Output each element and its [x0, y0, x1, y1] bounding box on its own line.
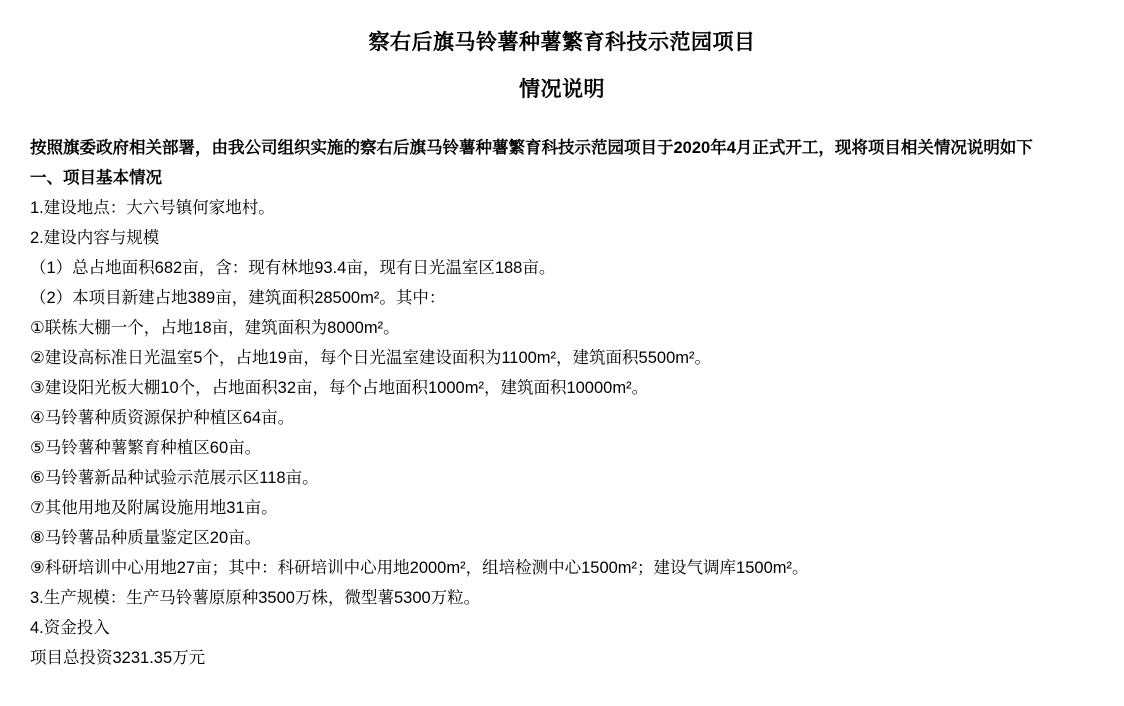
paragraph-item: （1）总占地面积682亩，含：现有林地93.4亩，现有日光温室区188亩。	[30, 259, 556, 277]
paragraph-item: ⑨科研培训中心用地27亩；其中：科研培训中心用地2000m²，组培检测中心1500m²；建设气调库1500m²。	[30, 559, 809, 577]
paragraph-item: ③建设阳光板大棚10个，占地面积32亩，每个占地面积1000m²，建筑面积10000m²。	[30, 379, 649, 397]
paragraph-item: ⑤马铃薯种薯繁育种植区60亩。	[30, 439, 262, 457]
document-body	[30, 103, 1094, 673]
paragraph-item: 1.建设地点：大六号镇何家地村。	[30, 199, 275, 217]
section-heading: 一、项目基本情况	[30, 169, 162, 187]
paragraph-item: ⑦其他用地及附属设施用地31亩。	[30, 499, 278, 517]
paragraph-item: ②建设高标准日光温室5个，占地19亩，每个日光温室建设面积为1100m²，建筑面积5500m²。	[30, 349, 711, 367]
paragraph-item: 项目总投资3231.35万元	[30, 649, 206, 667]
lead-paragraph: 按照旗委政府相关部署，由我公司组织实施的察右后旗马铃薯种薯繁育科技示范园项目于2020年4月正式开工，现将项目相关情况说明如下	[30, 139, 1033, 157]
paragraph-item: 3.生产规模：生产马铃薯原原种3500万株，微型薯5300万粒。	[30, 589, 481, 607]
paragraph-item: 4.资金投入	[30, 619, 110, 637]
paragraph-item: ⑥马铃薯新品种试验示范展示区118亩。	[30, 469, 319, 487]
paragraph-item: 2.建设内容与规模	[30, 229, 160, 247]
paragraph-item: ⑧马铃薯品种质量鉴定区20亩。	[30, 529, 262, 547]
paragraph-item: ①联栋大棚一个，占地18亩，建筑面积为8000m²。	[30, 319, 400, 337]
document-title-line2: 情况说明	[519, 78, 605, 101]
paragraph-item: ④马铃薯种质资源保护种植区64亩。	[30, 409, 295, 427]
paragraph-item: （2）本项目新建占地389亩，建筑面积28500m²。其中：	[30, 289, 446, 307]
document-title-line1: 察右后旗马铃薯种薯繁育科技示范园项目	[368, 31, 756, 54]
